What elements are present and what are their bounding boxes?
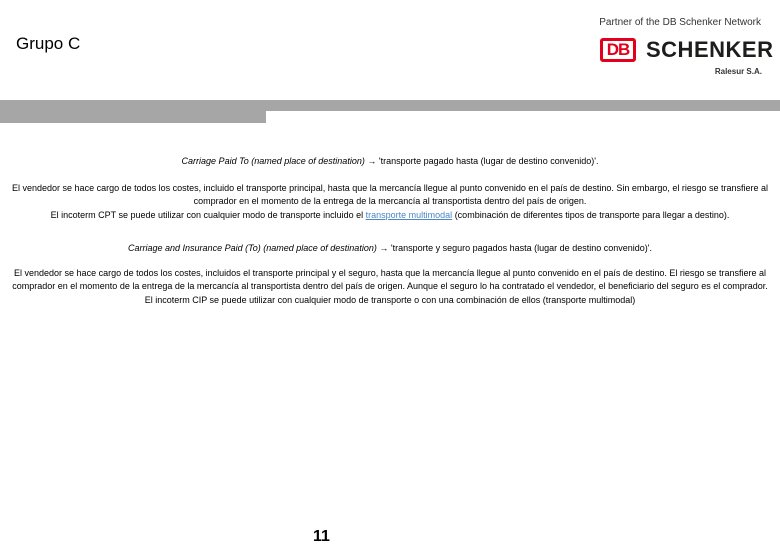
page-number: 11 bbox=[313, 528, 330, 545]
cip-paragraph-2: El incoterm CIP se puede utilizar con cualquier modo de transporte o con una combinación de ellos (transporte multimodal) bbox=[144, 294, 636, 305]
schenker-wordmark: SCHENKER bbox=[646, 37, 774, 62]
cip-heading-es: 'transporte y seguro pagados hasta (lugar de destino convenido)'. bbox=[390, 243, 652, 253]
partner-tagline: Partner of the DB Schenker Network bbox=[599, 17, 761, 28]
incoterms-content bbox=[8, 155, 772, 307]
header-divider-bar bbox=[0, 100, 780, 111]
cpt-paragraph-2 bbox=[8, 209, 772, 223]
cpt-paragraph-2-end: (combinación de diferentes tipos de transporte para llegar a destino). bbox=[452, 209, 730, 220]
cpt-heading bbox=[8, 155, 772, 169]
db-logo-icon: DB bbox=[600, 38, 636, 62]
arrow-icon: → bbox=[379, 243, 389, 253]
page-title: Grupo C bbox=[16, 34, 81, 53]
cip-paragraph-1: El vendedor se hace cargo de todos los costes, incluidos el transporte principal y el seguro, hasta que la mercancía llegue al punto convenido en el país de destino. El riesgo se transfiere al comprador en el momento de la entrega de la mercancía al transportista dentro del país de origen. Aunque el seguro lo ha contratado el vendedor, el beneficiario del seguro es el comprador. bbox=[12, 267, 768, 291]
transporte-multimodal-link[interactable]: transporte multimodal bbox=[365, 209, 453, 220]
cpt-paragraph-2-start: El incoterm CPT se puede utilizar con cualquier modo de transporte incluido el bbox=[50, 209, 366, 220]
cip-heading bbox=[8, 242, 772, 256]
cpt-paragraph-1: El vendedor se hace cargo de todos los costes, incluido el transporte principal, hasta que la mercancía llegue al punto convenido en el país de destino. Sin embargo, el riesgo se transfiere al comprador en el momento de la entrega de la mercancía al transportista dentro del país de origen. bbox=[12, 182, 768, 206]
header-divider-accent bbox=[0, 111, 266, 123]
cip-heading-en: Carriage and Insurance Paid (To) (named place of destination) bbox=[128, 243, 377, 253]
cpt-heading-en: Carriage Paid To (named place of destination) bbox=[181, 156, 365, 166]
arrow-icon: → bbox=[367, 156, 377, 166]
subsidiary-name: Ralesur S.A. bbox=[714, 67, 762, 76]
db-schenker-logo bbox=[600, 37, 773, 63]
cpt-heading-es: 'transporte pagado hasta (lugar de destino convenido)'. bbox=[378, 156, 599, 166]
